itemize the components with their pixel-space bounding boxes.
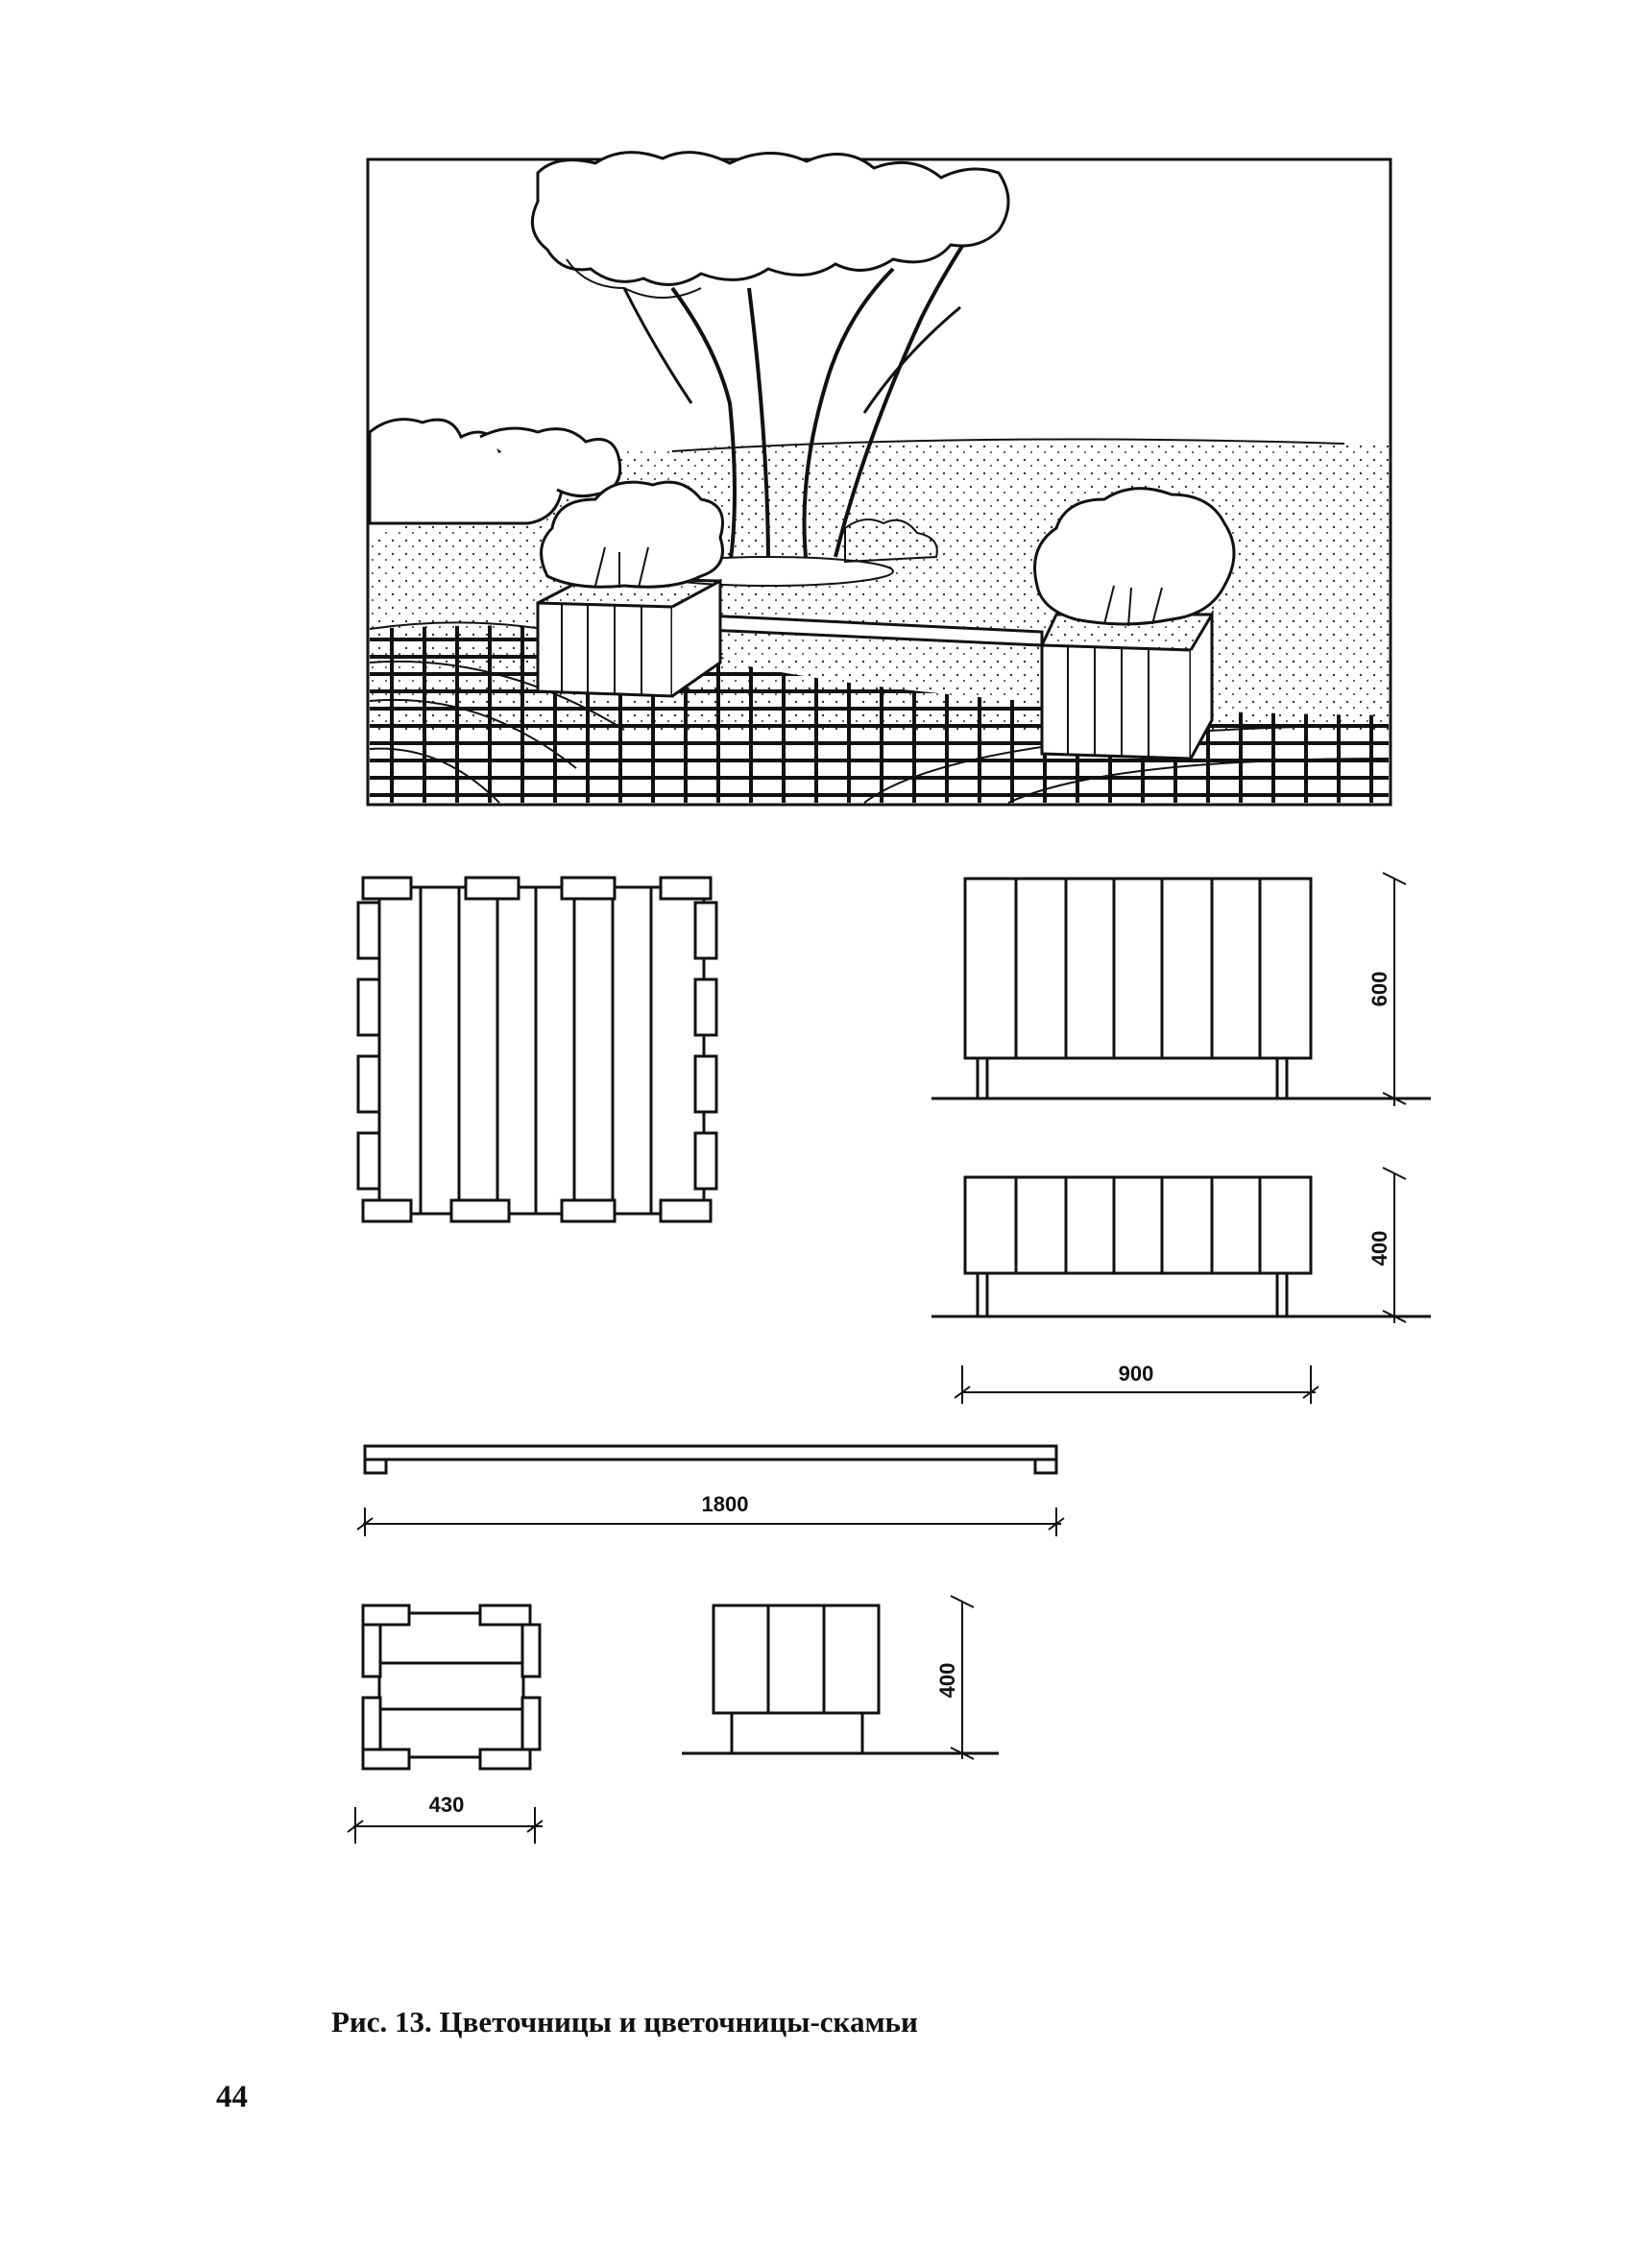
dimension-small-height: 400: [935, 1662, 959, 1699]
small-planter-plan-view: [363, 1605, 540, 1769]
dimension-low-height: 400: [1367, 1230, 1391, 1267]
planter-low-elevation: [931, 1168, 1431, 1323]
planter-plan-view: [358, 878, 716, 1221]
dimension-tall-height: 600: [1367, 971, 1391, 1007]
dimension-width: 900: [1118, 1362, 1154, 1386]
dimension-small-width: 430: [428, 1793, 465, 1817]
bench-seat-elevation: [365, 1446, 1056, 1473]
figure-caption: Рис. 13. Цветочницы и цветочницы-скамьи: [331, 2005, 918, 2039]
planter-tall-elevation: [931, 873, 1431, 1106]
page-number: 44: [216, 2080, 248, 2114]
perspective-scene: [368, 153, 1391, 805]
dimension-bench-length: 1800: [701, 1492, 749, 1516]
